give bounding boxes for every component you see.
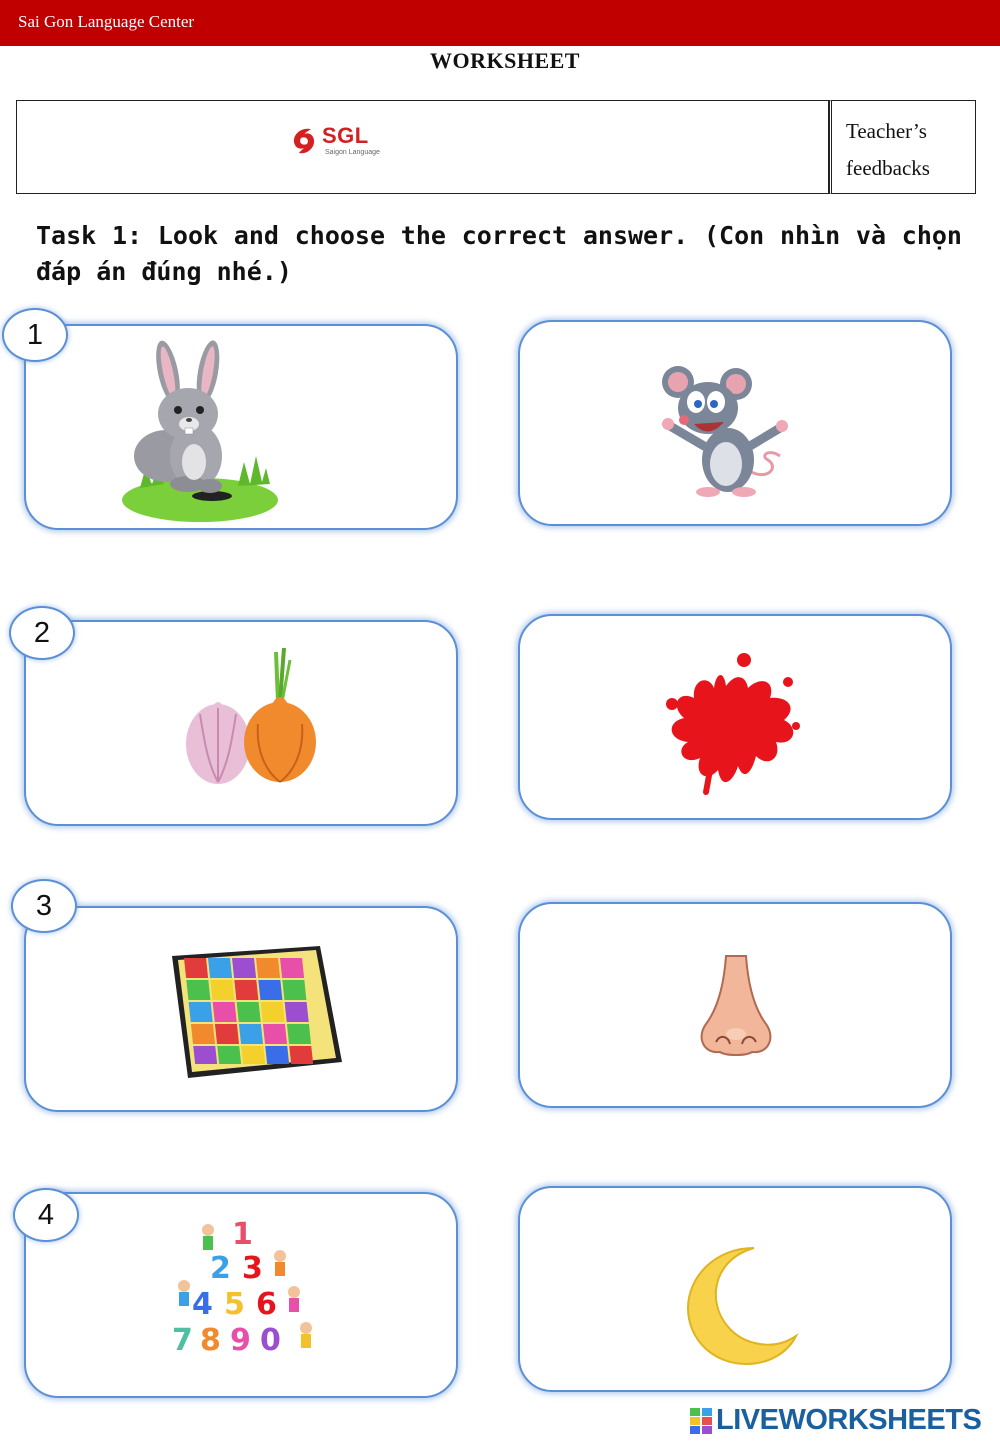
onions-image: [180, 644, 320, 790]
q1-option-b-card[interactable]: [518, 320, 952, 526]
logo-text: SGL: [322, 123, 369, 148]
teacher-feedback-cell: [829, 100, 976, 194]
svg-text:4: 4: [192, 1287, 213, 1322]
numbers-with-kids-image: [170, 1216, 320, 1362]
logo-cell: [16, 100, 829, 194]
feedback-label-line1: Teacher’s: [846, 119, 927, 143]
feedback-label-line2: feedbacks: [846, 156, 930, 180]
red-splash-image: [648, 646, 804, 796]
q3-option-a-card[interactable]: [24, 906, 458, 1112]
svg-text:6: 6: [256, 1287, 277, 1322]
question-number-3: 3: [11, 879, 77, 933]
center-name: Sai Gon Language Center: [18, 12, 195, 31]
header-table: [16, 100, 976, 194]
brand-text: LIVEWORKSHEETS: [716, 1404, 982, 1436]
sgl-logo-icon: [289, 125, 319, 157]
patchwork-quilt-image: [170, 944, 346, 1082]
q2-option-b-card[interactable]: [518, 614, 952, 820]
question-number-4: 4: [13, 1188, 79, 1242]
liveworksheets-logo-icon: [690, 1408, 712, 1434]
q4-option-b-card[interactable]: [518, 1186, 952, 1392]
worksheet-title: WORKSHEET: [430, 48, 580, 73]
svg-text:7: 7: [172, 1323, 193, 1358]
svg-text:5: 5: [224, 1287, 245, 1322]
q3-option-b-card[interactable]: [518, 902, 952, 1108]
logo-subtext: Saigon Language: [325, 149, 380, 156]
nose-image: [696, 954, 776, 1058]
svg-text:8: 8: [200, 1323, 221, 1358]
mouse-image: [656, 364, 796, 504]
svg-text:2: 2: [210, 1251, 231, 1286]
svg-text:9: 9: [230, 1323, 251, 1358]
question-number-2: 2: [9, 606, 75, 660]
q4-option-a-card[interactable]: [24, 1192, 458, 1398]
sgl-logo: [289, 123, 401, 159]
svg-text:1: 1: [232, 1217, 253, 1252]
task-instruction: Task 1: Look and choose the correct answer. (Con nhìn và chọn đáp án đúng nhé.): [36, 221, 962, 286]
moon-image: [684, 1244, 804, 1366]
header-bar: [0, 0, 1000, 46]
q1-option-a-card[interactable]: [24, 324, 458, 530]
q2-option-a-card[interactable]: [24, 620, 458, 826]
svg-text:0: 0: [260, 1323, 281, 1358]
svg-text:3: 3: [242, 1251, 263, 1286]
question-number-1: 1: [2, 308, 68, 362]
rabbit-image: [120, 338, 280, 522]
